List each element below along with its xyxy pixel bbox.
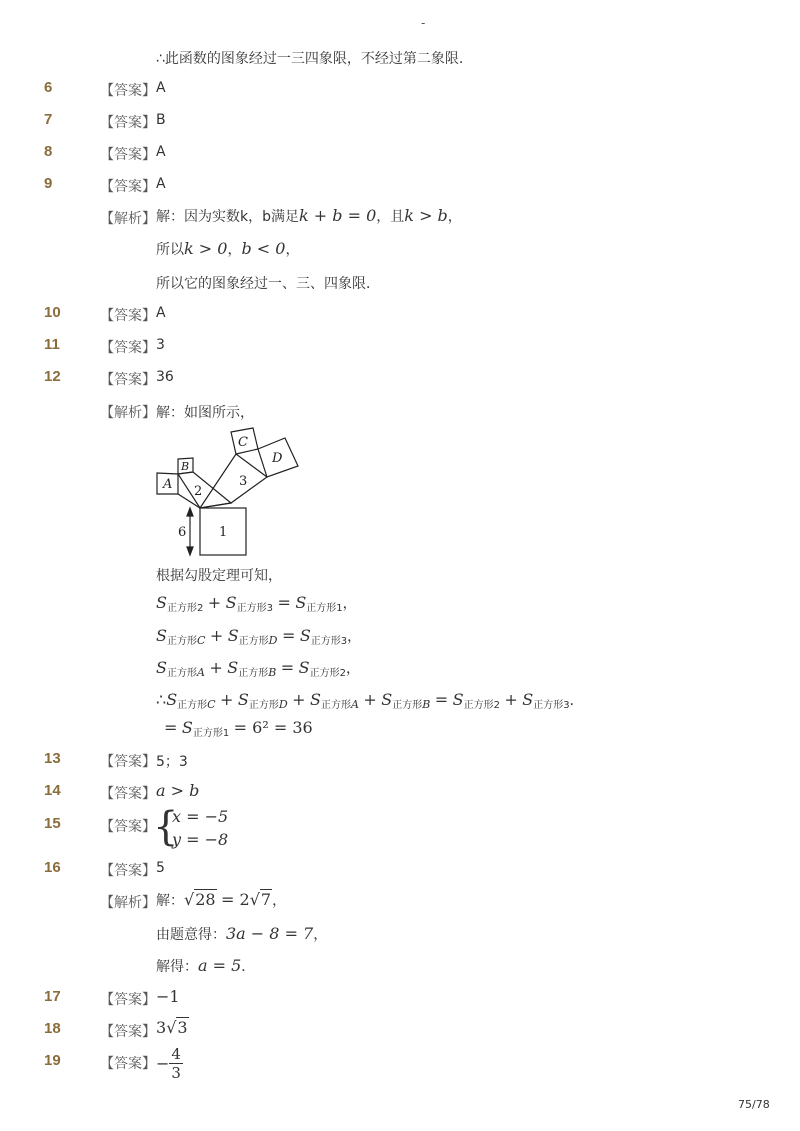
subscript-square: 正方形 — [392, 700, 423, 711]
analysis-line: 根据勾股定理可知， — [156, 568, 282, 584]
equation: a = 5 — [198, 956, 242, 975]
answer-value — [156, 1045, 183, 1082]
page-number: 75/78 — [738, 1098, 770, 1111]
subscript-square: 正方形 — [309, 668, 340, 679]
answer-label: 【答案】 — [100, 1024, 156, 1040]
equation-line — [156, 626, 361, 647]
subscript-index: D — [268, 634, 278, 647]
area-symbol: S — [381, 690, 393, 709]
label-2: 2 — [194, 484, 203, 499]
question-number: 12 — [44, 368, 61, 385]
label-d: D — [272, 451, 283, 466]
answer-label: 【答案】 — [100, 147, 156, 163]
answer-value: 5；3 — [156, 754, 188, 770]
area-symbol: S — [156, 658, 167, 677]
subscript-square: 正方形 — [306, 603, 337, 614]
text: 解：因为实数k，b满足 — [156, 209, 299, 225]
text: ，且 — [376, 209, 405, 225]
pythagoras-squares-figure — [150, 422, 310, 562]
answer-label: 【答案】 — [100, 754, 156, 770]
subscript-square: 正方形 — [166, 603, 197, 614]
equals-sign: = — [277, 593, 291, 612]
subscript-square: 正方形 — [238, 636, 269, 647]
plus-sign: + — [363, 690, 377, 709]
previous-solution-line: ∴此函数的图象经过一三四象限，不经过第二象限． — [156, 51, 473, 67]
inequality: k > 0 — [184, 239, 228, 258]
equals-sign: = — [281, 626, 296, 645]
equation-line — [156, 658, 360, 679]
numerator: 4 — [171, 1045, 181, 1063]
question-number: 8 — [44, 143, 53, 160]
answer-label: 【答案】 — [100, 179, 156, 195]
therefore-sign: ∴ — [156, 690, 167, 709]
equation-line — [156, 593, 357, 614]
text: ， — [447, 209, 462, 225]
subscript-index: D — [278, 698, 288, 711]
radicand: 7 — [260, 890, 272, 909]
question-number: 14 — [44, 782, 61, 799]
analysis-label: 【解析】 — [100, 895, 156, 911]
label-a: A — [163, 477, 173, 492]
question-number: 13 — [44, 750, 61, 767]
question-number: 9 — [44, 175, 53, 192]
subscript-index: 1 — [336, 603, 343, 614]
answer-value: A — [156, 144, 166, 160]
plus-sign: + — [209, 658, 223, 677]
answer-label: 【答案】 — [100, 340, 156, 356]
analysis-label: 【解析】 — [100, 405, 156, 421]
radicand: 28 — [195, 890, 216, 909]
result: = 6² = 36 — [233, 718, 313, 737]
answer-value: −1 — [156, 987, 180, 1006]
subscript-index: 1 — [222, 728, 230, 739]
answer-value: B — [156, 112, 166, 128]
text: ， — [285, 242, 300, 258]
inequality: b < 0 — [241, 239, 286, 258]
answer-label: 【答案】 — [100, 1056, 156, 1072]
denominator: 3 — [171, 1064, 181, 1082]
sqrt-sign: √ — [249, 890, 260, 909]
solution-y: y = −8 — [172, 830, 229, 849]
question-number: 7 — [44, 111, 53, 128]
equation-line — [156, 690, 584, 711]
text: ， — [272, 893, 287, 909]
subscript-square: 正方形 — [192, 728, 223, 739]
subscript-square: 正方形 — [238, 668, 269, 679]
question-number: 17 — [44, 988, 61, 1005]
answer-value: 36 — [156, 369, 174, 385]
subscript-index: 2 — [196, 603, 204, 614]
equation: = 2 — [221, 890, 250, 909]
text: 解： — [156, 893, 184, 909]
area-symbol: S — [227, 658, 239, 677]
area-symbol: S — [452, 690, 464, 709]
inequality: k > b — [404, 206, 448, 225]
area-symbol: S — [156, 626, 167, 645]
answer-value: 5 — [156, 860, 165, 876]
text: 所以 — [156, 242, 184, 258]
arrow-head-down — [187, 547, 193, 555]
header-mark: - — [421, 16, 426, 30]
subscript-index: 3 — [563, 700, 570, 711]
answer-label: 【答案】 — [100, 863, 156, 879]
coefficient: 3 — [156, 1018, 167, 1037]
subscript-square: 正方形 — [166, 636, 197, 647]
area-symbol: S — [237, 690, 249, 709]
area-symbol: S — [166, 690, 178, 709]
equals-sign: = — [280, 658, 295, 677]
subscript-index: 3 — [340, 636, 348, 647]
answer-value: A — [156, 80, 166, 96]
subscript-square: 正方形 — [533, 700, 564, 711]
equals-sign: = — [434, 690, 449, 709]
subscript-square: 正方形 — [248, 700, 279, 711]
system-brace: { — [153, 804, 179, 850]
subscript-index: 3 — [266, 603, 273, 614]
analysis-line — [156, 890, 286, 910]
subscript-index: A — [350, 698, 359, 711]
subscript-index: C — [196, 634, 206, 647]
subscript-square: 正方形 — [463, 700, 494, 711]
equation: k + b = 0 — [299, 206, 377, 225]
solution-x: x = −5 — [172, 807, 229, 826]
question-number: 6 — [44, 79, 53, 96]
answer-label: 【答案】 — [100, 786, 156, 802]
punct: ． — [569, 693, 584, 709]
subscript-square: 正方形 — [310, 636, 341, 647]
sqrt-sign: √ — [184, 890, 195, 909]
plus-sign: + — [292, 690, 306, 709]
subscript-index: 2 — [339, 668, 346, 679]
area-symbol: S — [225, 593, 237, 612]
question-number: 10 — [44, 304, 61, 321]
question-number: 15 — [44, 815, 61, 832]
label-6: 6 — [178, 525, 187, 540]
analysis-line: 解：如图所示， — [156, 405, 254, 421]
plus-sign: + — [504, 690, 518, 709]
question-number: 11 — [44, 336, 60, 353]
area-symbol: S — [298, 658, 310, 677]
label-c: C — [238, 435, 248, 450]
answer-value: A — [156, 176, 166, 192]
equation: 3a − 8 = 7 — [226, 924, 314, 943]
subscript-square: 正方形 — [320, 700, 351, 711]
punct: ， — [342, 596, 357, 612]
square-2 — [178, 472, 231, 508]
answer-value: A — [156, 305, 166, 321]
punct: ， — [345, 661, 360, 677]
text: ， — [313, 927, 328, 943]
area-symbol: S — [299, 626, 311, 645]
sqrt-sign: √ — [166, 1018, 177, 1037]
text: 由题意得： — [156, 927, 226, 943]
plus-sign: + — [207, 593, 222, 612]
equals-sign: = — [164, 718, 178, 737]
analysis-line: 所以它的图象经过一、三、四象限． — [156, 276, 380, 292]
analysis-line — [156, 206, 462, 226]
arrow-head-up — [187, 508, 193, 516]
subscript-index: C — [207, 698, 216, 711]
question-number: 16 — [44, 859, 61, 876]
area-symbol: S — [181, 718, 193, 737]
plus-sign: + — [209, 626, 224, 645]
area-symbol: S — [295, 593, 307, 612]
analysis-line — [156, 924, 327, 944]
text: ． — [241, 959, 256, 975]
answer-value: a > b — [156, 781, 200, 800]
minus-sign: − — [156, 1054, 170, 1073]
answer-label: 【答案】 — [100, 115, 156, 131]
analysis-label: 【解析】 — [100, 211, 156, 227]
fraction — [169, 1045, 183, 1082]
label-3: 3 — [239, 474, 248, 489]
plus-sign: + — [220, 690, 234, 709]
punct: ， — [347, 629, 362, 645]
area-symbol: S — [310, 690, 321, 709]
question-number: 18 — [44, 1020, 61, 1037]
subscript-square: 正方形 — [166, 668, 197, 679]
subscript-square: 正方形 — [236, 603, 267, 614]
answer-value: 3 — [156, 337, 165, 353]
area-symbol: S — [522, 690, 534, 709]
question-number: 19 — [44, 1052, 61, 1069]
subscript-index: A — [196, 666, 205, 679]
answer-label: 【答案】 — [100, 992, 156, 1008]
radicand: 3 — [177, 1018, 188, 1037]
answer-label: 【答案】 — [100, 308, 156, 324]
answer-value — [156, 1018, 189, 1037]
answer-label: 【答案】 — [100, 372, 156, 388]
label-1: 1 — [219, 525, 228, 540]
area-symbol: S — [227, 626, 239, 645]
subscript-square: 正方形 — [177, 700, 208, 711]
answer-label: 【答案】 — [100, 83, 156, 99]
subscript-index: B — [422, 698, 431, 711]
equation-line — [164, 718, 313, 739]
area-symbol: S — [156, 593, 167, 612]
subscript-index: 2 — [493, 700, 500, 711]
analysis-line — [156, 956, 255, 976]
subscript-index: B — [268, 666, 277, 679]
answer-label: 【答案】 — [100, 819, 156, 835]
text: ， — [227, 242, 242, 258]
analysis-line — [156, 239, 299, 259]
label-b: B — [181, 460, 190, 473]
text: 解得： — [156, 959, 198, 975]
square-3 — [200, 454, 267, 508]
